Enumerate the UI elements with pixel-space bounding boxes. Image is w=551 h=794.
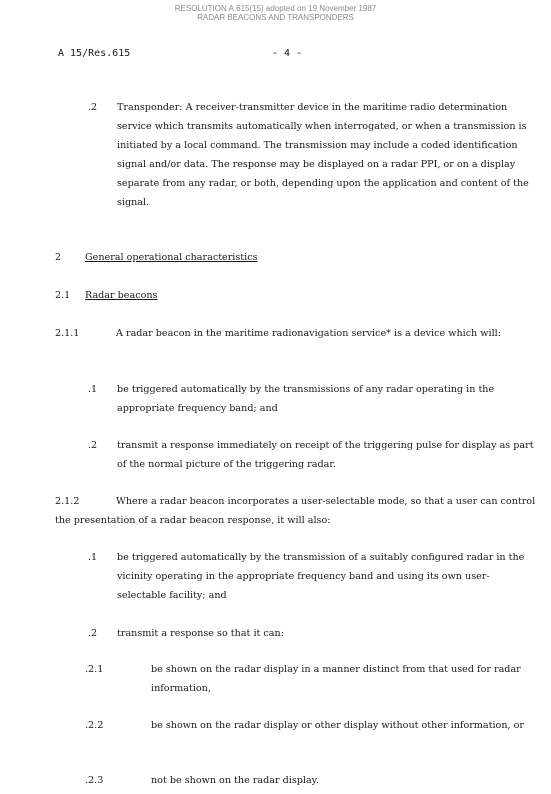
list-c-1-text: be shown on the radar display in a manner distinct from that used for radar information, (151, 664, 521, 694)
list-c-2-number: .2.2 (85, 720, 104, 731)
para-2-1-1-number: 2.1.1 (55, 328, 80, 339)
list-b-2-number: .2 (88, 628, 98, 639)
section-2-1-number: 2.1 (55, 290, 71, 301)
list-c-2-text: be shown on the radar display or other display without other information, or (151, 720, 524, 731)
section-2-title: General operational characteristics (85, 252, 258, 263)
page-header (0, 4, 551, 22)
para-2-1-2-number: 2.1.2 (55, 496, 80, 507)
page-number: - 4 - (272, 48, 303, 59)
list-a-2-text: transmit a response immediately on receipt of the triggering pulse for display as part of the normal picture of the triggering radar. (117, 440, 534, 470)
list-a-1-text: be triggered automatically by the transmissions of any radar operating in the appropriate frequency band; and (117, 384, 495, 414)
para-2-1-2-text: Where a radar beacon incorporates a user-selectable mode, so that a user can control the presentation of a radar beacon response, it will also: (55, 496, 536, 526)
list-a-2-number: .2 (88, 440, 98, 451)
header-title: RADAR BEACONS AND TRANSPONDERS (197, 13, 354, 22)
header-resolution: RESOLUTION A.615(15) adopted on 19 November 1987 (174, 4, 377, 13)
list-c-3-number: .2.3 (85, 775, 104, 786)
para-2-1-1-text: A radar beacon in the maritime radionavigation service* is a device which will: (116, 328, 501, 339)
list-c-3-text: not be shown on the radar display. (151, 775, 319, 786)
list-c-1-number: .2.1 (85, 664, 104, 675)
section-2-1-title: Radar beacons (85, 290, 158, 301)
list-b-2-text: transmit a response so that it can: (117, 628, 284, 639)
section-2-number: 2 (55, 252, 62, 263)
list-a-1-number: .1 (88, 384, 98, 395)
list-b-1-text: be triggered automatically by the transmission of a suitably configured radar in the vicinity operating in the appropriate frequency band and using its own user-selectable facility; and (117, 552, 525, 601)
document-reference: A 15/Res.615 (58, 48, 131, 59)
transponder-number: .2 (88, 102, 98, 113)
transponder-definition: Transponder: A receiver-transmitter device in the maritime radio determination service which transmits automatically when interrogated, or when a transmission is initiated by a local command. The transmission may include a coded identification signal and/or data. The response may be displayed on a radar PPI, or on a display separate from any radar, or both, depending upon the application and content of the signal. (117, 102, 529, 208)
list-b-1-number: .1 (88, 552, 98, 563)
